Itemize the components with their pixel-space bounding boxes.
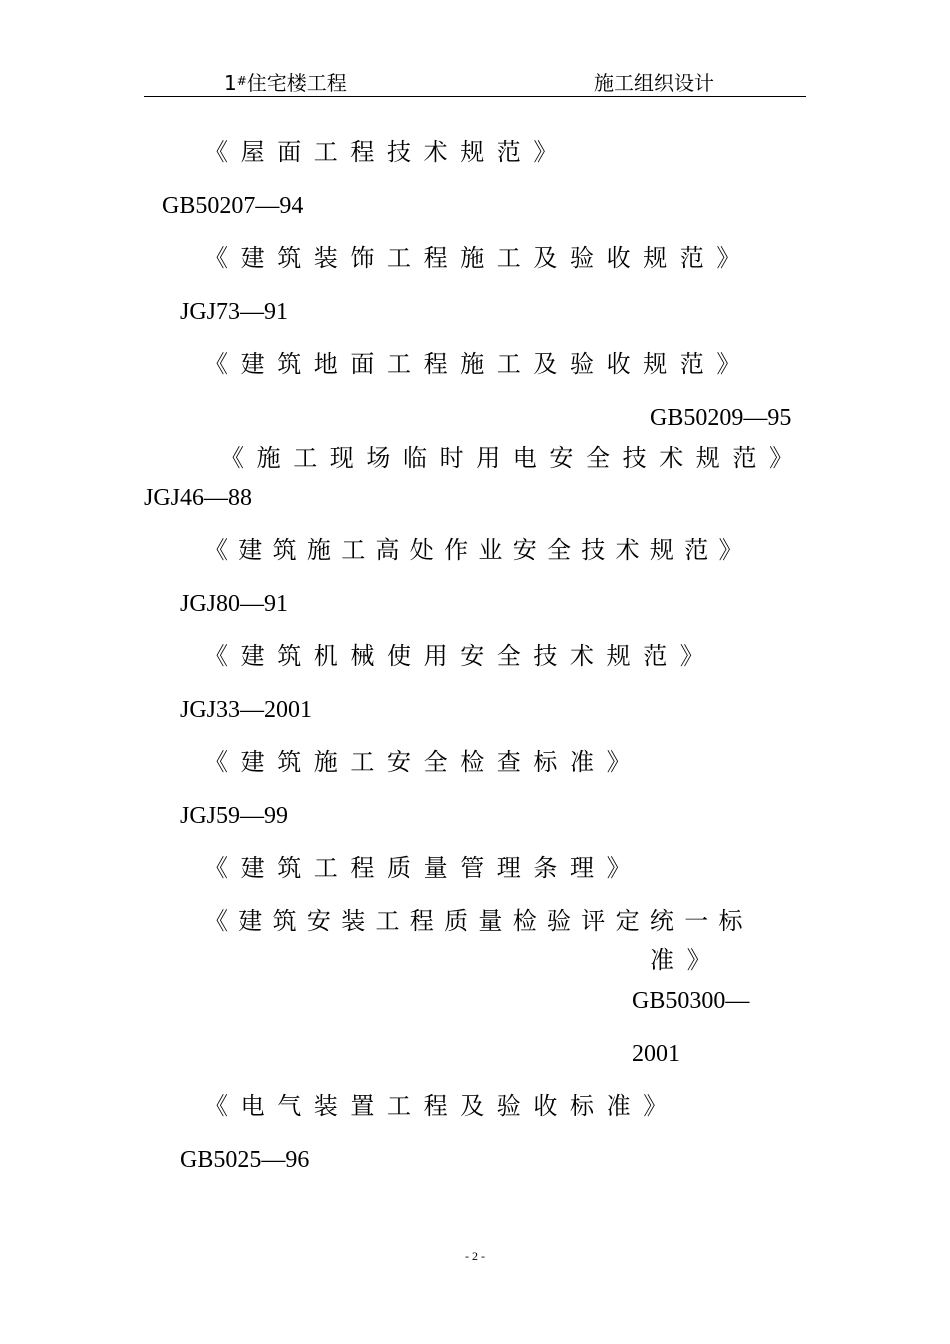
standard-title: 《施工现场临时用电安全技术规范》 [220,446,806,472]
standard-code: GB5025—96 [180,1147,310,1173]
standard-title: 《建筑机械使用安全技术规范》 [204,644,717,670]
standard-code: GB50300— [632,988,750,1014]
standard-code: JGJ33—2001 [180,697,313,723]
standard-title: 《建筑装饰工程施工及验收规范》 [204,246,753,272]
page-number: - 2 - [465,1249,485,1263]
standard-title: 《屋面工程技术规范》 [204,140,570,166]
standard-title: 《建筑工程质量管理条理》 [204,856,644,882]
standard-title-continued: 准》 [650,948,724,974]
header-divider [144,96,806,97]
standard-code: GB50207—94 [162,193,304,219]
standard-title: 《建筑安装工程质量检验评定统一标 [204,909,753,935]
standard-title: 《电气装置工程及验收标准》 [204,1094,680,1120]
standard-title: 《建筑地面工程施工及验收规范》 [204,352,753,378]
standard-code-continued: 2001 [632,1041,680,1067]
standard-code: JGJ80—91 [180,591,289,617]
standard-code: GB50209—95 [650,405,792,431]
header-doc-title: 施工组织设计 [594,71,714,95]
header-project-prefix: 1 [224,71,237,95]
standard-code: JGJ46—88 [144,485,253,511]
standard-code: JGJ73—91 [180,299,289,325]
standard-title: 《建筑施工高处作业安全技术规范》 [204,538,753,564]
standard-title: 《建筑施工安全检查标准》 [204,750,644,776]
header-project-suffix: 住宅楼工程 [246,71,347,95]
header-project-sup: # [236,74,247,88]
header-project [224,70,347,96]
standard-code: JGJ59—99 [180,803,289,829]
